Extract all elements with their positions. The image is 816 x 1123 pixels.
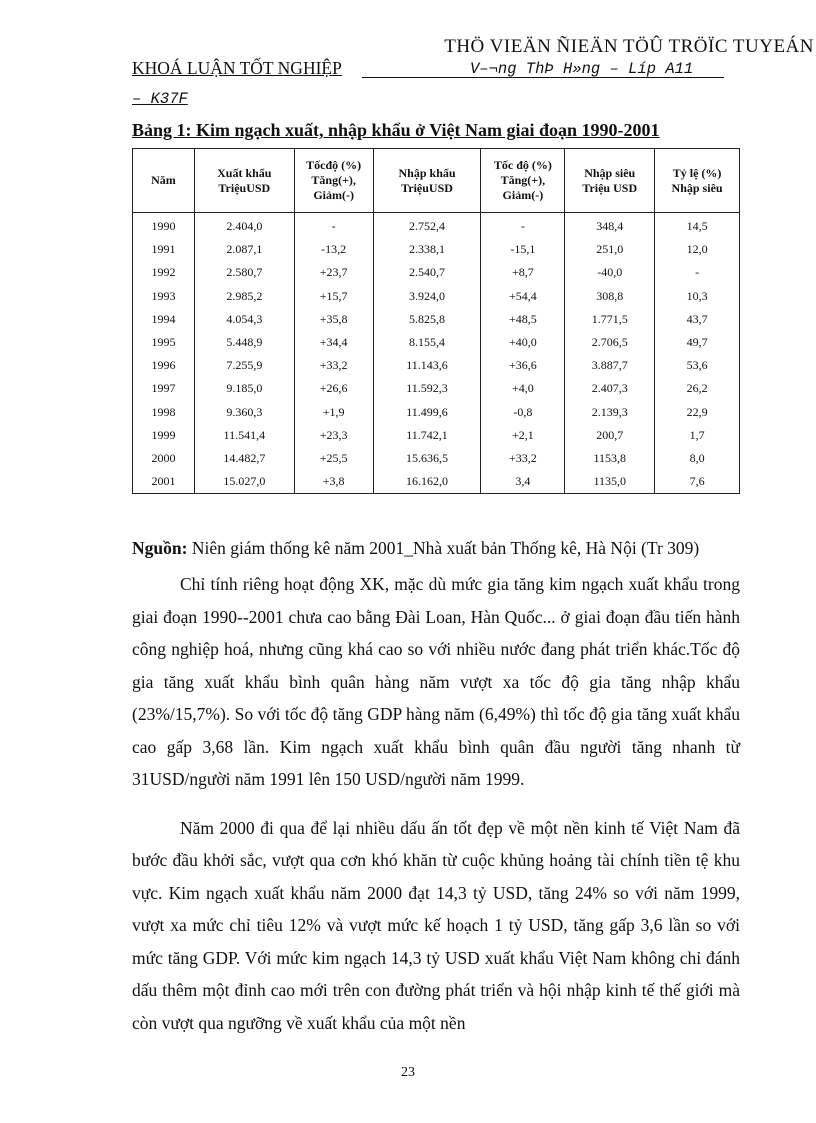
- column-header: Năm: [133, 149, 195, 213]
- table-row: [133, 377, 740, 400]
- trade-data-table: [132, 148, 740, 494]
- table-cell: +23,7: [294, 261, 373, 284]
- table-cell: 3.887,7: [565, 354, 655, 377]
- table-cell: 2000: [133, 447, 195, 470]
- table-cell: 49,7: [655, 331, 740, 354]
- table-cell: 2.087,1: [194, 238, 294, 261]
- table-row: [133, 238, 740, 261]
- paragraph: Chỉ tính riêng hoạt động XK, mặc dù mức gia tăng kim ngạch xuất khẩu trong giai đoạn 1990--2001 chưa cao bằng Đài Loan, Hàn Quốc... ở giai đoạn đầu tiến hành công nghiệp hoá, nhưng cũng khá cao so với nhiều nước đang phát triển khác.Tốc độ gia tăng xuất khẩu bình quân hàng năm vượt xa tốc độ gia tăng nhập khẩu (23%/15,7%). So với tốc độ tăng GDP hàng năm (6,49%) thì tốc độ gia tăng xuất khẩu cao gấp 3,68 lần. Kim ngạch xuất khẩu bình quân đầu người tăng nhanh từ 31USD/người năm 1991 lên 150 USD/người năm 1999.: [132, 574, 740, 789]
- table-row: [133, 331, 740, 354]
- table-cell: 11.742,1: [373, 424, 481, 447]
- table-cell: 1996: [133, 354, 195, 377]
- table-row: [133, 470, 740, 494]
- table-cell: 7,6: [655, 470, 740, 494]
- table-cell: 11.592,3: [373, 377, 481, 400]
- table-cell: +1,9: [294, 401, 373, 424]
- table-row: [133, 401, 740, 424]
- table-cell: 1991: [133, 238, 195, 261]
- table-cell: 5.825,8: [373, 308, 481, 331]
- table-body: [133, 213, 740, 494]
- header-thesis-title: KHOÁ LUẬN TỐT NGHIỆP: [132, 58, 342, 78]
- table-cell: 2.580,7: [194, 261, 294, 284]
- table-cell: +23,3: [294, 424, 373, 447]
- table-cell: 11.143,6: [373, 354, 481, 377]
- table-cell: 251,0: [565, 238, 655, 261]
- table-cell: 22,9: [655, 401, 740, 424]
- source-citation: [132, 538, 742, 559]
- table-cell: 15.027,0: [194, 470, 294, 494]
- table-cell: +33,2: [294, 354, 373, 377]
- table-cell: 348,4: [565, 213, 655, 239]
- table-title: Bảng 1: Kim ngạch xuất, nhập khẩu ở Việt Nam giai đoạn 1990-2001: [132, 120, 660, 140]
- table-cell: 200,7: [565, 424, 655, 447]
- table-cell: 2.540,7: [373, 261, 481, 284]
- table-cell: 3.924,0: [373, 285, 481, 308]
- table-cell: 2001: [133, 470, 195, 494]
- table-cell: -: [655, 261, 740, 284]
- paragraph: Năm 2000 đi qua để lại nhiều dấu ấn tốt đẹp về một nền kinh tế Việt Nam đã bước đầu khởi sắc, vượt qua cơn khó khăn từ cuộc khủng hoảng tài chính tiền tệ khu vực. Kim ngạch xuất khẩu năm 2000 đạt 14,3 tỷ USD, tăng 24% so với năm 1999, vượt xa mức chỉ tiêu 12% và vượt mức kế hoạch 1 tỷ USD, tăng gấp 3,6 lần so với mức tăng GDP. Với mức kim ngạch 14,3 tỷ USD xuất khẩu Việt Nam không chỉ đánh dấu thêm một đỉnh cao mới trên con đường phát triển và hội nhập kinh tế thế giới mà còn vượt qua ngưỡng về xuất khẩu của một nền: [132, 817, 740, 1033]
- column-header: Tỷ lệ (%) Nhập siêu: [655, 149, 740, 213]
- table-row: [133, 424, 740, 447]
- table-cell: 43,7: [655, 308, 740, 331]
- table-cell: 1993: [133, 285, 195, 308]
- table-cell: 11.541,4: [194, 424, 294, 447]
- column-header: Tốcđộ (%) Tăng(+), Giảm(-): [294, 149, 373, 213]
- header-author: V–¬ng ThÞ H»ng – Líp A11: [470, 60, 694, 78]
- table-cell: 1.771,5: [565, 308, 655, 331]
- table-cell: 2.404,0: [194, 213, 294, 239]
- table-cell: +8,7: [481, 261, 565, 284]
- table-cell: 2.139,3: [565, 401, 655, 424]
- table-row: [133, 285, 740, 308]
- table-cell: 1992: [133, 261, 195, 284]
- table-cell: +3,8: [294, 470, 373, 494]
- table-cell: 1994: [133, 308, 195, 331]
- table-cell: -15,1: [481, 238, 565, 261]
- table-cell: 53,6: [655, 354, 740, 377]
- table-cell: +15,7: [294, 285, 373, 308]
- column-header: Nhập khẩu TriệuUSD: [373, 149, 481, 213]
- column-header: Tốc độ (%) Tăng(+), Giảm(-): [481, 149, 565, 213]
- library-watermark: THÖ VIEÄN ÑIEÄN TÖÛ TRÖÏC TUYEÁN: [444, 36, 814, 57]
- table-cell: 1998: [133, 401, 195, 424]
- table-cell: 1135,0: [565, 470, 655, 494]
- table-cell: 1,7: [655, 424, 740, 447]
- table-cell: +4,0: [481, 377, 565, 400]
- source-label: Nguồn:: [132, 538, 188, 558]
- table-cell: 9.360,3: [194, 401, 294, 424]
- source-text: Niên giám thống kê năm 2001_Nhà xuất bản Thống kê, Hà Nội (Tr 309): [187, 538, 700, 558]
- table-cell: -: [294, 213, 373, 239]
- table-cell: +35,8: [294, 308, 373, 331]
- table-row: [133, 213, 740, 239]
- table-cell: 1999: [133, 424, 195, 447]
- table-cell: -13,2: [294, 238, 373, 261]
- header-author-continuation: – K37F: [132, 90, 188, 108]
- table-cell: 1153,8: [565, 447, 655, 470]
- table-cell: 2.985,2: [194, 285, 294, 308]
- table-cell: -40,0: [565, 261, 655, 284]
- page-number: 23: [401, 1065, 415, 1080]
- table-cell: 1995: [133, 331, 195, 354]
- table-cell: 4.054,3: [194, 308, 294, 331]
- table-row: [133, 354, 740, 377]
- table-row: [133, 308, 740, 331]
- table-cell: 8.155,4: [373, 331, 481, 354]
- body-text: [132, 568, 740, 1039]
- table-cell: 10,3: [655, 285, 740, 308]
- table-cell: 7.255,9: [194, 354, 294, 377]
- table-cell: +25,5: [294, 447, 373, 470]
- table-cell: 11.499,6: [373, 401, 481, 424]
- table-cell: 308,8: [565, 285, 655, 308]
- table-cell: 12,0: [655, 238, 740, 261]
- table-cell: 5.448,9: [194, 331, 294, 354]
- table-cell: -0,8: [481, 401, 565, 424]
- table-cell: 2.706,5: [565, 331, 655, 354]
- table-cell: 15.636,5: [373, 447, 481, 470]
- column-header: Nhập siêu Triệu USD: [565, 149, 655, 213]
- table-cell: +48,5: [481, 308, 565, 331]
- table-cell: +54,4: [481, 285, 565, 308]
- table-cell: 14,5: [655, 213, 740, 239]
- table-cell: +2,1: [481, 424, 565, 447]
- table-cell: 3,4: [481, 470, 565, 494]
- table-cell: +33,2: [481, 447, 565, 470]
- table-cell: -: [481, 213, 565, 239]
- table-cell: 16.162,0: [373, 470, 481, 494]
- column-header: Xuất khẩu TriệuUSD: [194, 149, 294, 213]
- table-cell: 2.407,3: [565, 377, 655, 400]
- table-cell: +26,6: [294, 377, 373, 400]
- table-cell: 2.752,4: [373, 213, 481, 239]
- table-cell: +40,0: [481, 331, 565, 354]
- table-cell: 1997: [133, 377, 195, 400]
- table-cell: 26,2: [655, 377, 740, 400]
- table-cell: 2.338,1: [373, 238, 481, 261]
- table-cell: +36,6: [481, 354, 565, 377]
- table-row: [133, 261, 740, 284]
- table-cell: 8,0: [655, 447, 740, 470]
- table-row: [133, 447, 740, 470]
- table-cell: +34,4: [294, 331, 373, 354]
- table-cell: 9.185,0: [194, 377, 294, 400]
- table-cell: 14.482,7: [194, 447, 294, 470]
- table-header-row: [133, 149, 740, 213]
- table-cell: 1990: [133, 213, 195, 239]
